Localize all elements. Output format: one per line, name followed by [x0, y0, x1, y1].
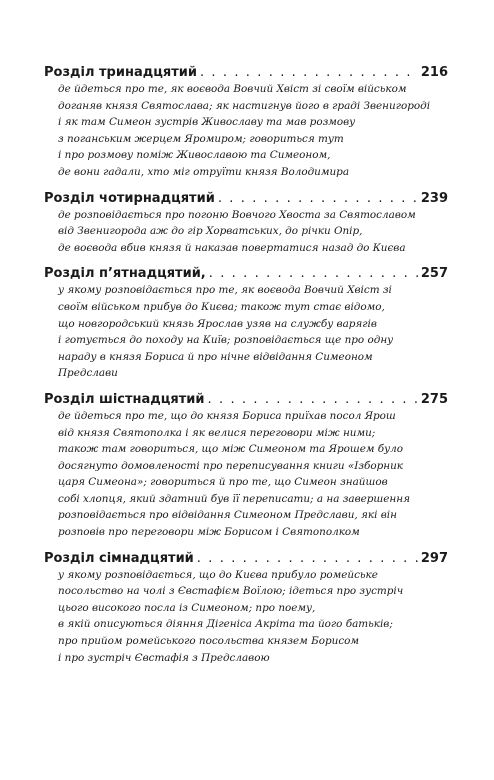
description-line: де йдеться про те, що до князя Бориса приїхав посол Ярош: [58, 409, 396, 422]
description-line: царя Симеона»; говориться й про те, що Симеон знайшов: [58, 476, 388, 489]
description-line: від князя Святополка і як велися переговори між ними;: [58, 426, 376, 439]
description-line: також там говориться, що між Симеоном та Ярошем було: [58, 443, 404, 456]
chapter-title: Розділ сімнадцятий: [44, 550, 194, 566]
toc-entry-16: [44, 391, 448, 541]
page-number: 275: [420, 391, 448, 407]
description-line: і про розмову поміж Живославою та Симеоном,: [58, 149, 331, 162]
description-line: нараду в князя Бориса й про нічне відвідання Симеоном: [58, 350, 373, 363]
chapter-description: [58, 207, 448, 257]
description-line: і як там Симеон зустрів Живославу та мав розмову: [58, 116, 356, 129]
toc-entry-13: [44, 64, 448, 181]
chapter-heading: [44, 265, 448, 282]
description-line: де розповідається про погоню Вовчого Хвоста за Святославом: [58, 208, 416, 221]
description-line: і готується до походу на Київ; розповідається ще про одну: [58, 334, 394, 347]
dot-leader: [200, 64, 418, 81]
chapter-title: Розділ шістнадцятий: [44, 391, 205, 407]
chapter-description: [58, 81, 448, 181]
toc-entry-14: [44, 190, 448, 257]
page-number: 239: [420, 190, 448, 206]
description-line: своїм військом прибув до Києва; також тут стає відомо,: [58, 300, 385, 313]
chapter-title: Розділ чотирнадцятий: [44, 190, 215, 206]
dot-leader: [209, 265, 418, 282]
description-line: доганяв князя Святослава; як настигнув його в граді Звенигороді: [58, 99, 431, 112]
chapter-heading: [44, 391, 448, 408]
chapter-title: Розділ тринадцятий: [44, 65, 197, 80]
description-line: від Звенигорода аж до гір Хорватських, до річки Опір,: [58, 225, 363, 238]
description-line: що новгородський князь Ярослав узяв на службу варягів: [58, 317, 377, 330]
page-number: 257: [420, 266, 448, 282]
description-line: і про зустріч Євстафія з Предславою: [58, 651, 270, 664]
dot-leader: [218, 190, 418, 207]
description-line: де воєвода вбив князя й наказав повертатися назад до Києва: [58, 241, 406, 254]
description-line: розповідається про відвідання Симеоном Предслави, які він: [58, 509, 397, 522]
description-line: про прийом ромейського посольства князем Борисом: [58, 635, 360, 648]
description-line: розповів про переговори між Борисом і Святополком: [58, 526, 360, 539]
description-line: з поганським жерцем Яромиром; говориться тут: [58, 132, 344, 145]
chapter-heading: [44, 550, 448, 567]
description-line: Предслави: [58, 367, 118, 380]
description-line: в якій описуються діяння Дігеніса Акріта та його батьків;: [58, 618, 393, 631]
dot-leader: [197, 550, 418, 567]
page-number: 216: [420, 65, 448, 80]
dot-leader: [208, 391, 418, 408]
chapter-description: [58, 408, 448, 541]
description-line: де вони гадали, хто міг отруїти князя Володимира: [58, 165, 350, 178]
chapter-heading: [44, 190, 448, 207]
table-of-contents: [44, 64, 448, 675]
description-line: собі хлопця, який здатний був її переписати; а на завершення: [58, 492, 410, 505]
chapter-description: [58, 282, 448, 382]
page-number: 297: [420, 550, 448, 566]
chapter-heading: [44, 64, 448, 81]
description-line: у якому розповідається про те, як воєвода Вовчий Хвіст зі: [58, 284, 392, 297]
description-line: у якому розповідається, що до Києва прибуло ромейське: [58, 568, 378, 581]
toc-entry-17: [44, 550, 448, 667]
description-line: цього високого посла із Симеоном; про поему,: [58, 601, 316, 614]
toc-entry-15: [44, 265, 448, 382]
chapter-title: Розділ п’ятнадцятий,: [44, 266, 206, 282]
description-line: посольство на чолі з Євстафієм Воїлою; ідеться про зустріч: [58, 585, 404, 598]
description-line: де йдеться про те, як воєвода Вовчий Хвіст зі своїм військом: [58, 83, 407, 95]
chapter-description: [58, 567, 448, 667]
description-line: досягнуто домовленості про переписування книги «Ізборник: [58, 459, 403, 472]
